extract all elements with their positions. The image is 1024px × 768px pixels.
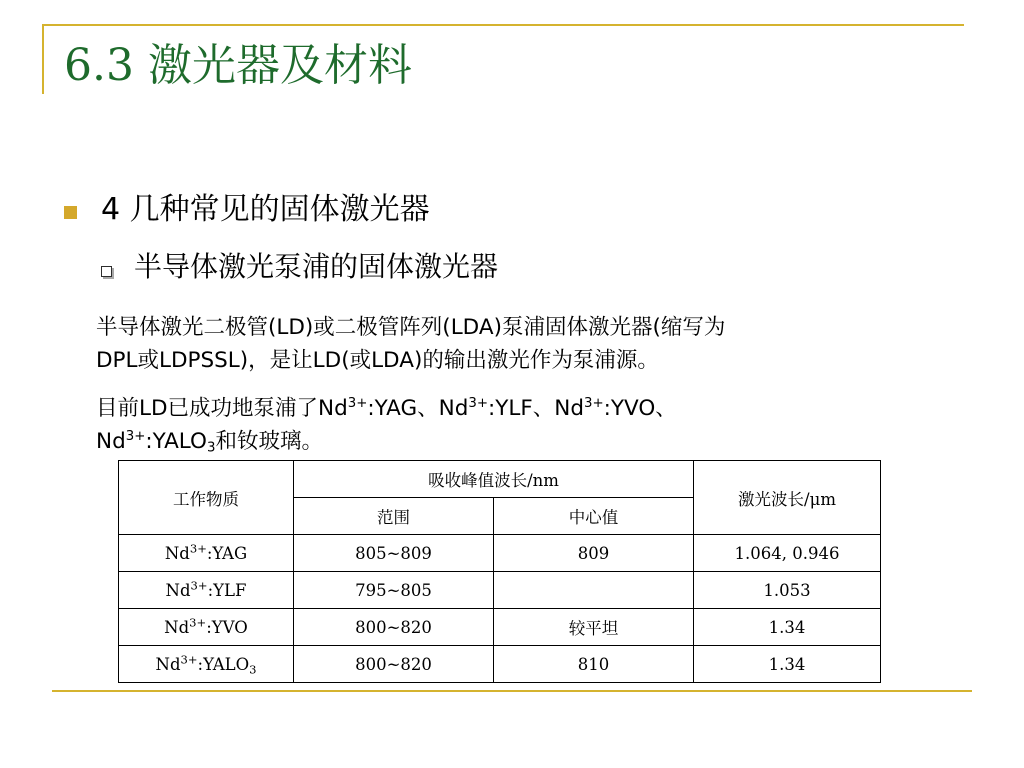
- paragraph-line: 半导体激光二极管(LD)或二极管阵列(LDA)泵浦固体激光器(缩写为: [96, 315, 726, 340]
- left-rule: [42, 24, 44, 94]
- text-run: 目前LD已成功地泵浦了Nd: [96, 396, 348, 421]
- cell-material: [119, 535, 294, 572]
- laser-materials-table: [118, 460, 881, 683]
- cell-laser: 1.064, 0.946: [694, 535, 881, 572]
- text-run: :YALO: [145, 429, 207, 454]
- superscript: 3+: [189, 541, 207, 556]
- header-absorption: 吸收峰值波长/nm: [294, 461, 694, 498]
- slide-title: 6.3 激光器及材料: [64, 40, 412, 91]
- cell-material: [119, 609, 294, 646]
- cell-material: [119, 646, 294, 683]
- superscript: 3+: [189, 615, 207, 630]
- cell-range: 800~820: [294, 609, 494, 646]
- text-run: Nd: [164, 543, 190, 563]
- text-run: Nd: [96, 429, 126, 454]
- superscript: 3+: [468, 395, 489, 411]
- level1-heading: 4 几种常见的固体激光器: [101, 192, 430, 227]
- paragraph-pumped-materials: [96, 392, 946, 458]
- paragraph-dpl-definition: [96, 311, 946, 377]
- text-run: :YAG: [206, 543, 248, 563]
- cell-range: 800~820: [294, 646, 494, 683]
- top-rule: [42, 24, 964, 26]
- superscript: 3+: [347, 395, 368, 411]
- text-run: 和钕玻璃。: [215, 429, 323, 454]
- cell-material: [119, 572, 294, 609]
- subscript: 3: [206, 440, 216, 456]
- cell-center: 较平坦: [494, 609, 694, 646]
- paragraph-line: DPL或LDPSSL)，是让LD(或LDA)的输出激光作为泵浦源。: [96, 348, 659, 373]
- table-header-row: [119, 461, 881, 498]
- text-run: :YVO: [206, 617, 248, 637]
- text-run: :YALO: [197, 654, 250, 674]
- superscript: 3+: [583, 395, 604, 411]
- table-row: [119, 609, 881, 646]
- header-laser-wavelength: 激光波长/μm: [694, 461, 881, 535]
- text-run: :YAG、Nd: [367, 396, 469, 421]
- paragraph-line: [96, 425, 946, 458]
- header-center: 中心值: [494, 498, 694, 535]
- level2-heading: 半导体激光泵浦的固体激光器: [134, 250, 499, 283]
- text-run: :YVO、: [603, 396, 677, 421]
- text-run: Nd: [155, 654, 181, 674]
- bottom-rule: [52, 690, 972, 692]
- paragraph-line: [96, 392, 946, 425]
- text-run: Nd: [164, 617, 190, 637]
- table-row: [119, 535, 881, 572]
- cell-center: 809: [494, 535, 694, 572]
- superscript: 3+: [190, 578, 208, 593]
- superscript: 3+: [125, 428, 146, 444]
- cell-center: [494, 572, 694, 609]
- header-material: 工作物质: [119, 461, 294, 535]
- table-row: [119, 646, 881, 683]
- cell-laser: 1.053: [694, 572, 881, 609]
- square-bullet-icon: [64, 206, 77, 219]
- cell-range: 805~809: [294, 535, 494, 572]
- text-run: Nd: [165, 580, 191, 600]
- cell-laser: 1.34: [694, 609, 881, 646]
- text-run: :YLF: [207, 580, 247, 600]
- hollow-square-bullet-icon: [101, 266, 112, 277]
- cell-center: 810: [494, 646, 694, 683]
- table-row: [119, 572, 881, 609]
- header-range: 范围: [294, 498, 494, 535]
- subscript: 3: [249, 661, 257, 676]
- text-run: :YLF、Nd: [488, 396, 584, 421]
- cell-laser: 1.34: [694, 646, 881, 683]
- cell-range: 795~805: [294, 572, 494, 609]
- superscript: 3+: [180, 652, 198, 667]
